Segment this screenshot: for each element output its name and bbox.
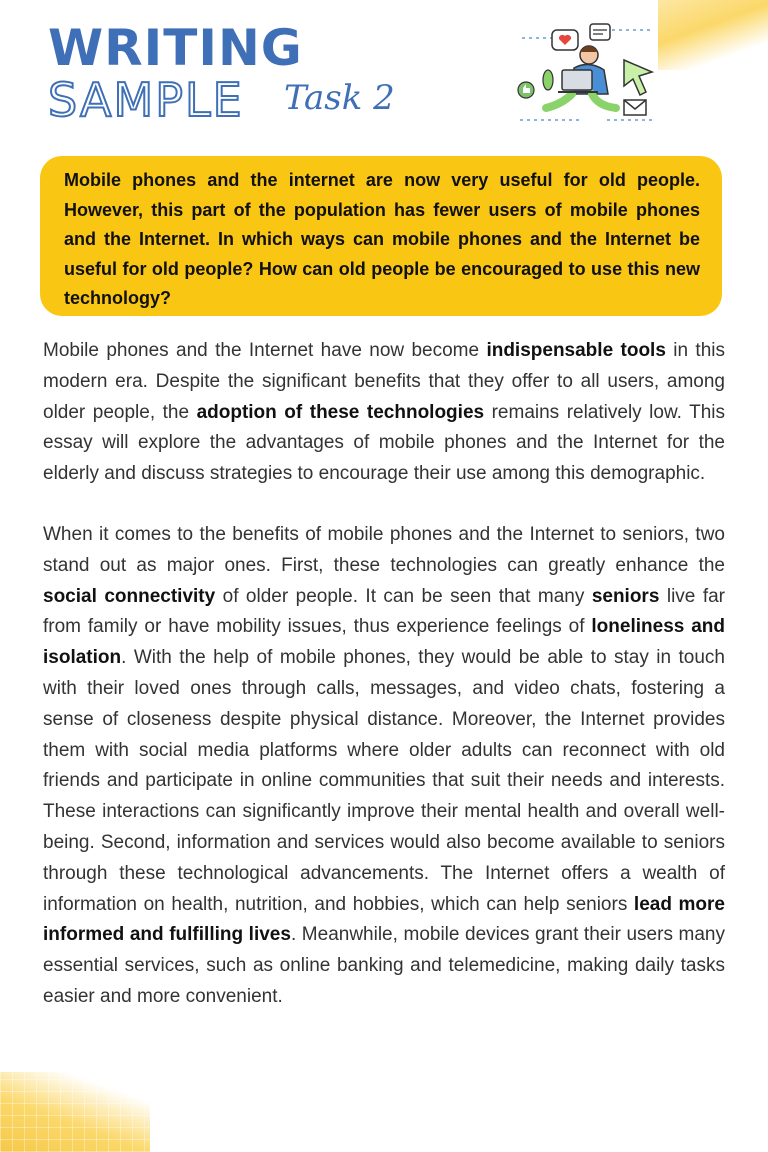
text-run: When it comes to the benefits of mobile phones and the Internet to seniors, two stand out as major ones. First, these technologies can greatly enhance the bbox=[43, 523, 725, 576]
corner-decoration-top-right bbox=[658, 0, 768, 70]
title-writing: WRITING bbox=[48, 19, 303, 77]
thumbs-up-icon bbox=[518, 82, 534, 98]
text-run: in this modern era. Despite the significant benefits that they offer to all users, among older people, the bbox=[43, 340, 725, 423]
text-run: . With the help of mobile phones, they would be able to stay in touch with their loved ones through calls, messages, and video chats, fostering a sense of closeness despite physical distance. Moreover, the Internet provides them with social media platforms where older adults can reconnect with old friends and participate in online communities that suit their needs and interests. These interactions can significantly improve their mental health and overall well-being. Second, information and services would also become available to seniors through these technological advancements. The Internet offers a wealth of information on health, nutrition, and hobbies, which can help seniors bbox=[43, 647, 725, 915]
text-run: Mobile phones and the Internet have now become bbox=[43, 340, 487, 361]
heart-icon bbox=[552, 30, 578, 50]
person-with-laptop-illustration bbox=[512, 20, 662, 128]
laptop-icon bbox=[558, 70, 598, 92]
text-run: remains relatively low. This essay will explore the advantages of mobile phones and the Internet for the elderly and discuss strategies to encourage their use among this demographic. bbox=[43, 401, 725, 485]
task-prompt-box bbox=[40, 156, 722, 316]
bold-phrase: social connectivity bbox=[43, 585, 216, 607]
envelope-icon bbox=[624, 100, 646, 115]
title-sample: SAMPLE bbox=[48, 73, 244, 127]
essay-paragraph-1 bbox=[43, 336, 725, 490]
bold-phrase: seniors bbox=[591, 585, 660, 607]
title-task: Task 2 bbox=[284, 78, 395, 118]
essay-body bbox=[43, 336, 725, 1013]
essay-paragraph-2 bbox=[43, 520, 725, 1013]
text-run: of older people. It can be seen that many bbox=[215, 585, 592, 607]
cursor-icon bbox=[624, 60, 652, 95]
message-icon bbox=[590, 24, 610, 40]
task-prompt-text: Mobile phones and the internet are now very useful for old people. However, this part of the population has fewer users of mobile phones and the Internet. In which ways can mobile phones and the Internet be useful for old people? How can old people be encouraged to use this new technology? bbox=[64, 170, 700, 308]
bold-phrase: loneliness and isolation bbox=[43, 616, 726, 669]
text-run: . Meanwhile, mobile devices grant their users many essential services, such as online banking and telemedicine, making daily tasks easier and more convenient. bbox=[43, 924, 725, 1007]
bold-phrase: adoption of these technologies bbox=[196, 401, 485, 423]
bold-phrase: lead more informed and fulfilling lives bbox=[43, 893, 725, 946]
text-run: live far from family or have mobility issues, thus experience feelings of bbox=[43, 585, 725, 638]
bold-phrase: indispensable tools bbox=[486, 340, 666, 361]
leaf-decoration bbox=[543, 70, 553, 90]
corner-decoration-bottom-left bbox=[0, 1072, 150, 1152]
